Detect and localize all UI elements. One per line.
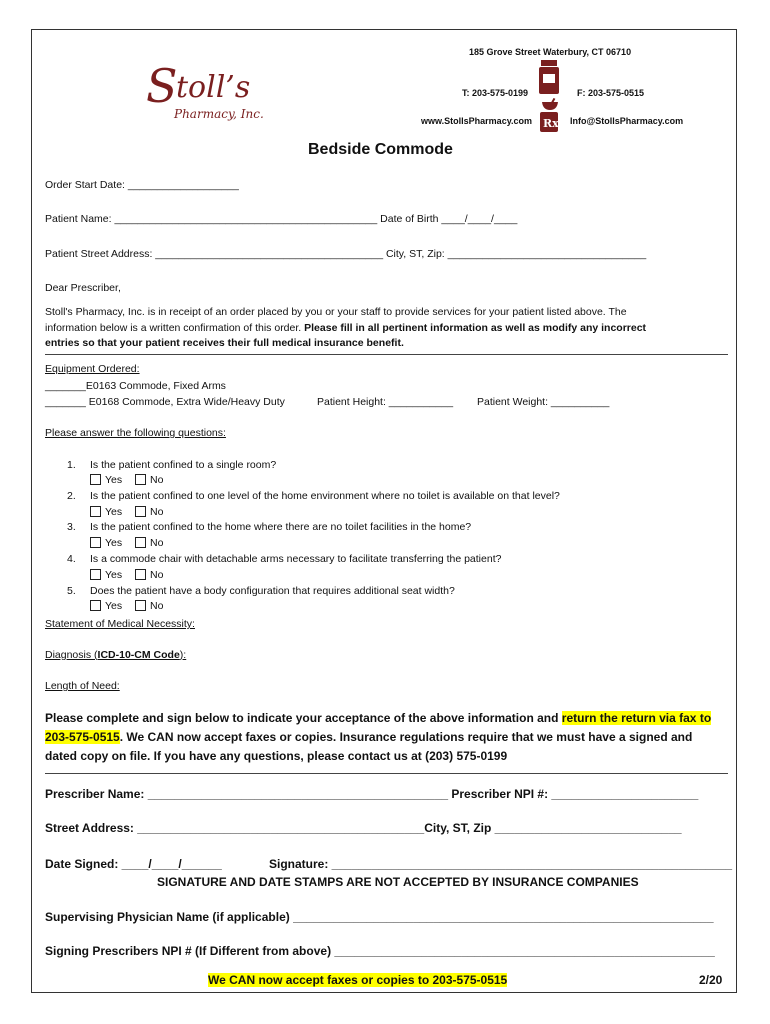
question-text: Is the patient confined to a single room? — [90, 459, 277, 471]
letter-line-2: information below is a written confirmation of this order. Please fill in all pertinent information as well as modify any incorrect — [45, 321, 647, 334]
no-checkbox[interactable]: No — [135, 537, 163, 549]
pharmacy-phone: T: 203-575-0199 — [462, 88, 529, 98]
patient-weight-field[interactable]: Patient Weight: __________ — [477, 396, 610, 408]
pharmacy-logo — [144, 52, 294, 132]
patient-height-field[interactable]: Patient Height: ___________ — [317, 396, 454, 408]
equipment-item-e0168[interactable]: _______ E0168 Commode, Extra Wide/Heavy Duty — [45, 396, 285, 408]
yes-checkbox[interactable]: Yes — [90, 506, 122, 518]
svg-text:S: S — [146, 59, 178, 113]
logo-graphic — [144, 52, 294, 132]
stamps-warning: SIGNATURE AND DATE STAMPS ARE NOT ACCEPTED BY INSURANCE COMPANIES — [157, 875, 639, 889]
no-checkbox[interactable]: No — [135, 474, 163, 486]
question-text: Is the patient confined to the home where there are no toilet facilities in the home? — [90, 521, 472, 533]
letter-body — [45, 305, 725, 352]
rx-bottle-icon — [538, 60, 560, 96]
page-number: 2/20 — [699, 973, 723, 987]
statement-medical-necessity: Statement of Medical Necessity: — [45, 618, 195, 630]
letter-line-1: Stoll's Pharmacy, Inc. is in receipt of an order placed by you or your staff to provide services for your patient listed above. The — [45, 306, 627, 318]
equipment-heading: Equipment Ordered: — [45, 363, 140, 375]
section-divider — [45, 354, 728, 355]
order-start-field[interactable]: Order Start Date: ___________________ — [45, 179, 239, 191]
pharmacy-email[interactable]: Info@StollsPharmacy.com — [570, 116, 684, 126]
footer-fax-notice: We CAN now accept faxes or copies to 203-575-0515 — [208, 973, 508, 987]
signing-npi-field[interactable]: Signing Prescribers NPI # (If Different from above) _________________________________________________________ — [45, 944, 715, 958]
no-checkbox[interactable]: No — [135, 506, 163, 518]
yes-checkbox[interactable]: Yes — [90, 537, 122, 549]
rx-box-icon — [540, 112, 558, 132]
no-checkbox[interactable]: No — [135, 569, 163, 581]
no-checkbox[interactable]: No — [135, 600, 163, 612]
date-signed-field[interactable]: Date Signed: ____/____/______ — [45, 857, 222, 871]
pharmacy-website[interactable]: www.StollsPharmacy.com — [421, 116, 533, 126]
prescriber-name-field[interactable]: Prescriber Name: _____________________________________________ Prescriber NPI #: ______________________ — [45, 787, 699, 801]
question-text: Is a commode chair with detachable arms necessary to facilitate transferring the patient? — [90, 553, 502, 565]
question-text: Does the patient have a body configuration that requires additional seat width? — [90, 585, 455, 597]
form-page: S toll’s Pharmacy, Inc. 185 Grove Street Waterbury, CT 06710 T: 203-575-0199 F: 203-575-0515 www.StollsPharmacy.com Info@StollsPharmacy.com Rx Bedside Commode Order Start Date: ___________________ Patient Name: _____________________________________________ Date of Birth ____/____/____ Patient Street Address: _______________________________________ City, ST, Zip: __________________________________ Dear Prescriber, Stoll's Pharmacy, Inc. is in receipt of an order placed by you or your staff to provide services for your patient listed above. The information below is a written confirmation of this order. Please fill in all pertinent information as well as modify any incorrect entries so that your patient receives their full medical insurance benefit. Equipment Ordered: _______E0163 Commode, Fixed Arms _______ E0168 Commode, Extra Wide/Heavy Duty Patient Height: ___________ Patient Weight: __________ Please answer the following questions: 1. Is the patient confined to a single room? Yes No 2. Is the patient confined to one level of the home environment where no toilet is available on that level? Yes No 3. Is the patient confined to the home where there are no toilet facilities in the home? Yes No 4. Is a commode chair with detachable arms necessary to facilitate transferring the patient? Yes No 5. Does the patient have a body configuration that requires additional seat width? Yes No Statement of Medical Necessity: Diagnosis (ICD-10-CM Code): Length of Need: Please complete and sign below to indicate your acceptance of the above information and return the return via fax to 203-575-0515. We CAN now accept faxes or copies. Insurance regulations require that we must have a signed and dated copy on file. If you have any questions, please contact us at (203) 575-0199 Prescriber Name: _____________________________________________ Prescriber NPI #: ______________________ Street Address: ___________________________________________City, ST, Zip ____________________________ Date Signed: ____/____/______ Signature: ____________________________________________________________ SIGNATURE AND DATE STAMPS ARE NOT ACCEPTED BY INSURANCE COMPANIES Supervising Physician Name (if applicable) _______________________________________________________________ Signing Prescribers NPI # (If Different from above) _________________________________________________________ We CAN now accept faxes or copies to 203-575-0515 2/20 — [31, 29, 737, 993]
length-of-need-label: Length of Need: — [45, 680, 120, 692]
street-address-field[interactable]: Street Address: ___________________________________________City, ST, Zip ____________________________ — [45, 821, 682, 835]
patient-name-field[interactable]: Patient Name: _____________________________________________ Date of Birth ____/____/____ — [45, 213, 518, 225]
svg-text:Pharmacy, Inc.: Pharmacy, Inc. — [174, 107, 264, 121]
diagnosis-label: Diagnosis (ICD-10-CM Code): — [45, 649, 187, 661]
return-notice: Please complete and sign below to indicate your acceptance of the above information and return the return via fax to 203-575-0515. We CAN now accept faxes or copies. Insurance regulations require that we must have a signed and dated copy on file. If you have any questions, please contact us at (203) 575-0199 — [45, 711, 712, 763]
signature-field[interactable]: Signature: ____________________________________________________________ — [269, 857, 733, 871]
patient-address-field[interactable]: Patient Street Address: _______________________________________ City, ST, Zip: __________________________________ — [45, 248, 647, 260]
page-title: Bedside Commode — [308, 141, 453, 158]
yes-checkbox[interactable]: Yes — [90, 474, 122, 486]
questions-heading: Please answer the following questions: — [45, 427, 226, 439]
mortar-pestle-icon — [540, 98, 560, 112]
section-divider — [45, 773, 728, 774]
salutation: Dear Prescriber, — [45, 282, 121, 294]
yes-checkbox[interactable]: Yes — [90, 600, 122, 612]
question-text: Is the patient confined to one level of the home environment where no toilet is available on that level? — [90, 490, 560, 502]
letter-line-3: entries so that your patient receives their full medical insurance benefit. — [45, 337, 404, 349]
svg-text:toll’s: toll’s — [176, 70, 251, 105]
pharmacy-address: 185 Grove Street Waterbury, CT 06710 — [469, 47, 632, 57]
pharmacy-fax: F: 203-575-0515 — [577, 88, 645, 98]
equipment-item-e0163[interactable]: _______E0163 Commode, Fixed Arms — [45, 380, 226, 392]
supervising-physician-field[interactable]: Supervising Physician Name (if applicable) _______________________________________________________________ — [45, 910, 714, 924]
svg-text:Rx: Rx — [543, 117, 558, 130]
yes-checkbox[interactable]: Yes — [90, 569, 122, 581]
